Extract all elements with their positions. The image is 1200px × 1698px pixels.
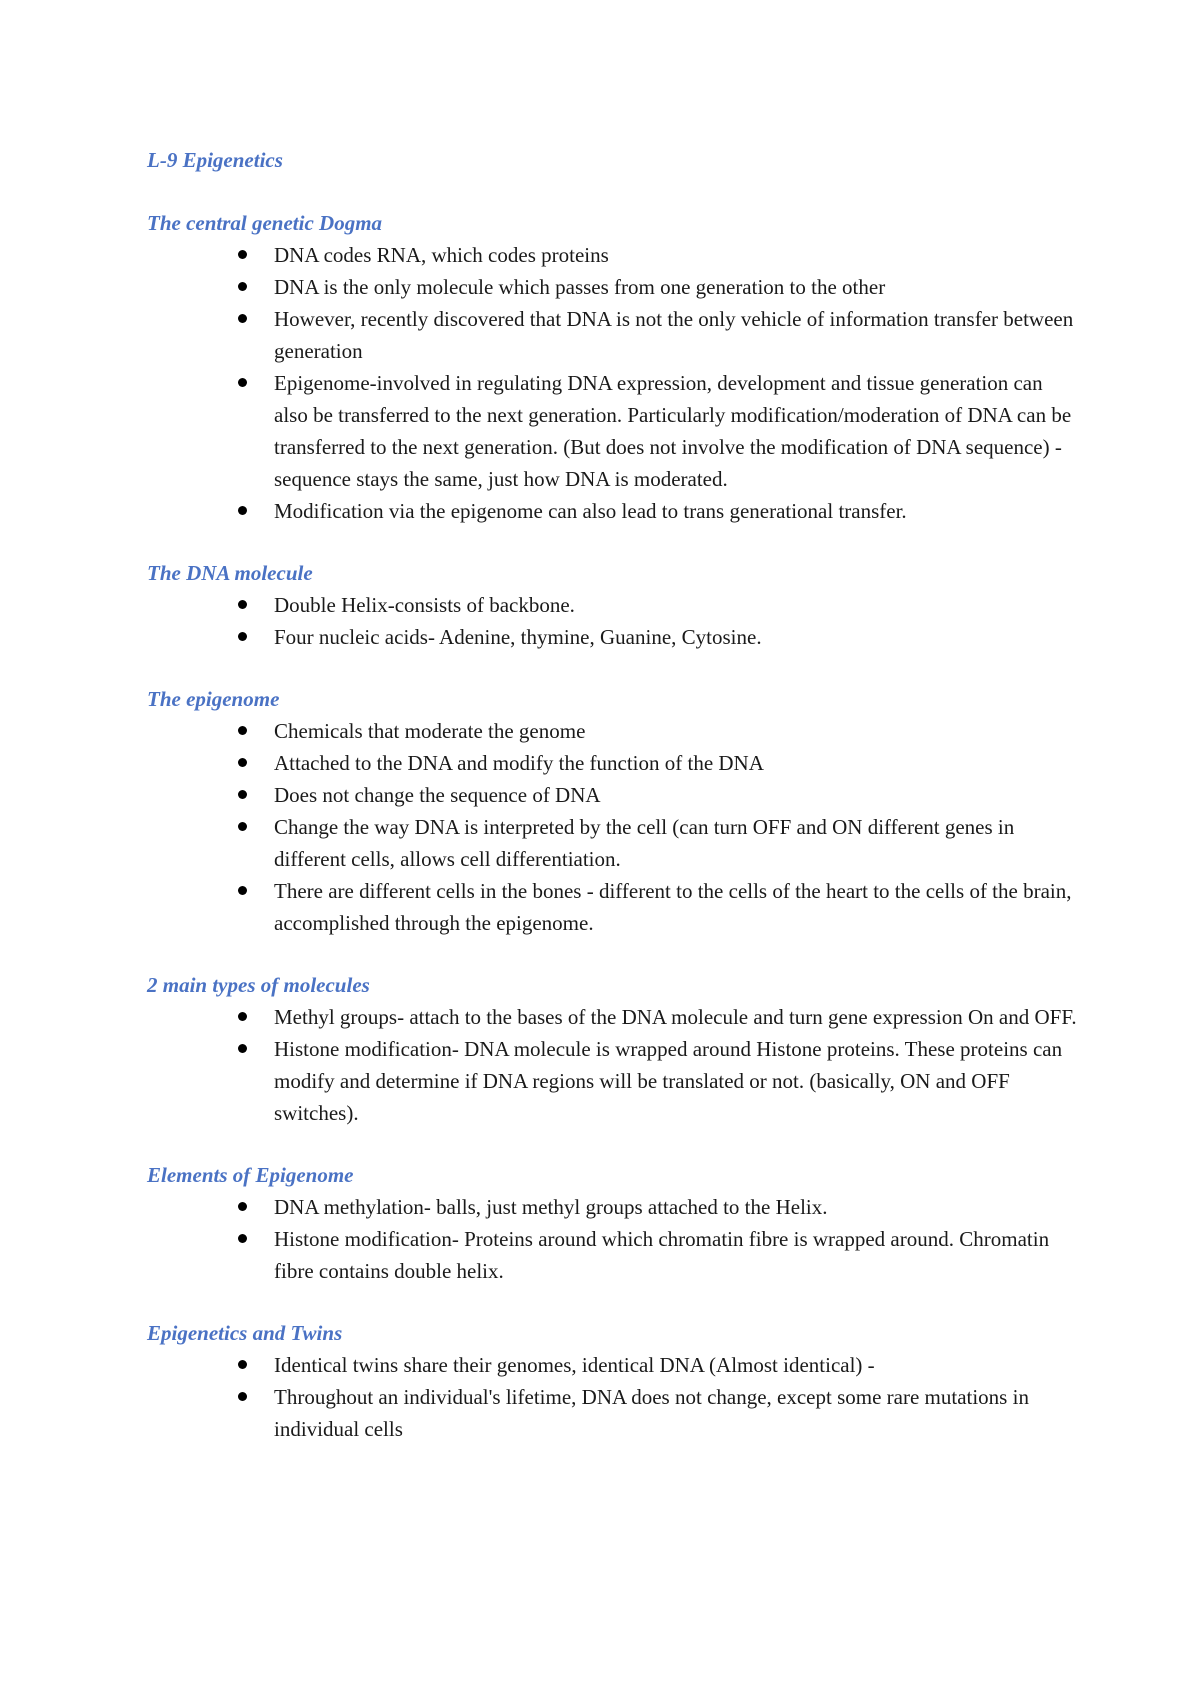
document-page [147, 143, 1077, 1445]
section-heading: Epigenetics and Twins [147, 1321, 343, 1345]
section [147, 1159, 1077, 1287]
bullet-list [147, 1191, 1077, 1287]
sections-container [147, 207, 1077, 1445]
list-item: DNA codes RNA, which codes proteins [147, 239, 1077, 271]
section [147, 969, 1077, 1129]
list-item: Epigenome-involved in regulating DNA expression, development and tissue generation can also be transferred to the next generation. Particularly modification/moderation of DNA can be transferred to the next generation. (But does not involve the modification of DNA sequence) - sequence stays the same, just how DNA is moderated. [147, 367, 1077, 495]
section [147, 557, 1077, 653]
list-item: Methyl groups- attach to the bases of the DNA molecule and turn gene expression On and OFF. [147, 1001, 1077, 1033]
section [147, 207, 1077, 527]
list-item: Throughout an individual's lifetime, DNA does not change, except some rare mutations in individual cells [147, 1381, 1077, 1445]
bullet-list [147, 1349, 1077, 1445]
list-item: Attached to the DNA and modify the function of the DNA [147, 747, 1077, 779]
list-item: Chemicals that moderate the genome [147, 715, 1077, 747]
list-item: Double Helix-consists of backbone. [147, 589, 1077, 621]
list-item: DNA methylation- balls, just methyl groups attached to the Helix. [147, 1191, 1077, 1223]
bullet-list [147, 589, 1077, 653]
list-item: Histone modification- DNA molecule is wrapped around Histone proteins. These proteins can modify and determine if DNA regions will be translated or not. (basically, ON and OFF switches). [147, 1033, 1077, 1129]
list-item: Identical twins share their genomes, identical DNA (Almost identical) - [147, 1349, 1077, 1381]
section-heading: The DNA molecule [147, 561, 313, 585]
document-title: L-9 Epigenetics [147, 148, 283, 172]
section-heading: 2 main types of molecules [147, 973, 370, 997]
section-heading: Elements of Epigenome [147, 1163, 354, 1187]
list-item: Modification via the epigenome can also lead to trans generational transfer. [147, 495, 1077, 527]
list-item: Does not change the sequence of DNA [147, 779, 1077, 811]
list-item: Change the way DNA is interpreted by the cell (can turn OFF and ON different genes in different cells, allows cell differentiation. [147, 811, 1077, 875]
list-item: However, recently discovered that DNA is not the only vehicle of information transfer between generation [147, 303, 1077, 367]
list-item: Four nucleic acids- Adenine, thymine, Guanine, Cytosine. [147, 621, 1077, 653]
section-heading: The epigenome [147, 687, 280, 711]
bullet-list [147, 1001, 1077, 1129]
list-item: There are different cells in the bones - different to the cells of the heart to the cells of the brain, accomplished through the epigenome. [147, 875, 1077, 939]
bullet-list [147, 715, 1077, 939]
bullet-list [147, 239, 1077, 527]
section [147, 1317, 1077, 1445]
section [147, 683, 1077, 939]
section-heading: The central genetic Dogma [147, 211, 383, 235]
list-item: Histone modification- Proteins around which chromatin fibre is wrapped around. Chromatin fibre contains double helix. [147, 1223, 1077, 1287]
list-item: DNA is the only molecule which passes from one generation to the other [147, 271, 1077, 303]
